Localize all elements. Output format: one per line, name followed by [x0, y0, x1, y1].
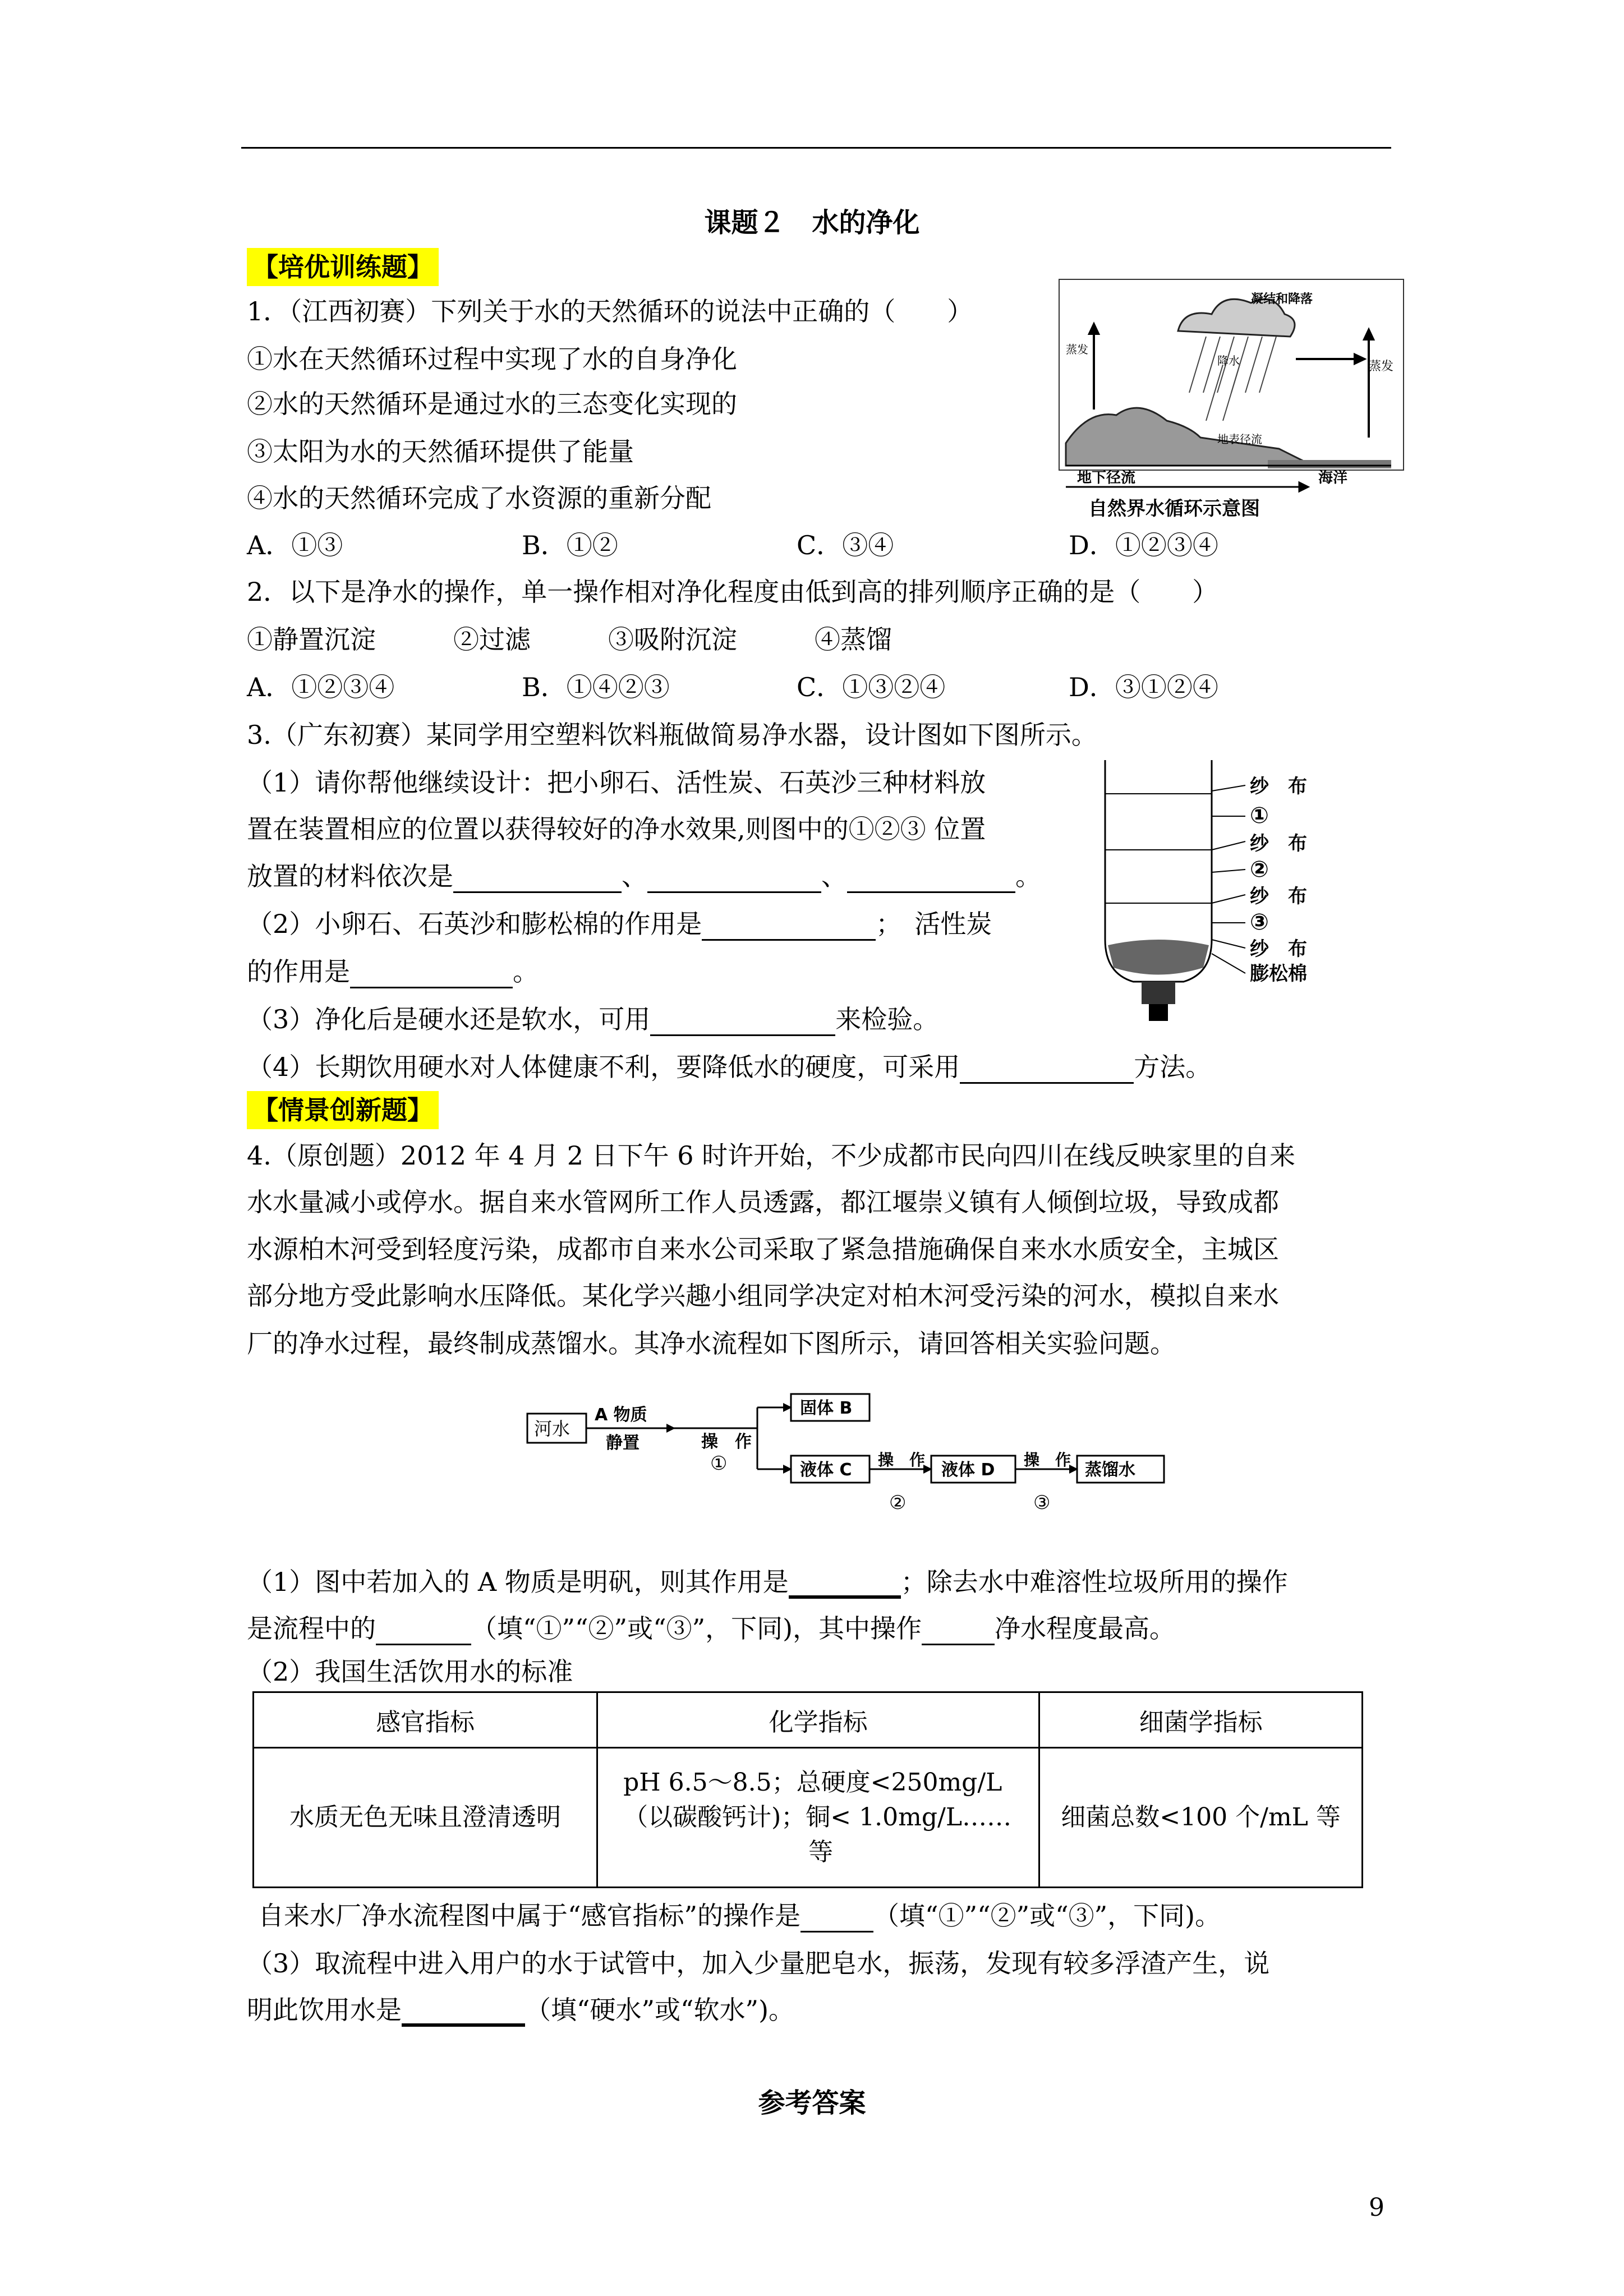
flow-solid-b: 固体 B: [800, 1398, 853, 1418]
filter-label-1: 纱 布: [1250, 775, 1307, 798]
table-cell-sensory: 水质无色无味且澄清透明: [254, 1748, 597, 1888]
fig-label-ground: 地下径流: [1077, 470, 1136, 486]
q3-blank-1[interactable]: [453, 864, 622, 893]
table-cell-chemical: [597, 1748, 1039, 1888]
q4-sub1-line1: [247, 1565, 1288, 1599]
flow-op2: 操 作: [878, 1451, 926, 1469]
q4-line-3: 水源柏木河受到轻度污染，成都市自来水公司采取了紧急措施确保自来水水质安全，主城区: [247, 1234, 1279, 1264]
answer-title: 参考答案: [758, 2087, 866, 2119]
flow-op2-num: ②: [889, 1492, 907, 1514]
fig-label-condense: 凝结和降落: [1251, 292, 1313, 306]
q1-option-d: D．①②③④: [1069, 530, 1218, 560]
table-header-chemical: 化学指标: [597, 1692, 1039, 1748]
fig-label-rain: 降水: [1217, 354, 1240, 367]
q4-s1b-end: 净水程度最高。: [995, 1613, 1176, 1644]
q4-line-5: 厂的净水过程，最终制成蒸馏水。其净水流程如下图所示，请回答相关实验问题。: [247, 1328, 1176, 1359]
q2-option-a: A．①②③④: [247, 672, 395, 702]
q3-p3-prefix: （3）净化后是硬水还是软水，可用: [247, 1004, 651, 1034]
q1-option-a: A．①③: [247, 530, 343, 560]
q3-blank-3[interactable]: [847, 864, 1015, 893]
q3-p3-end: 来检验。: [835, 1004, 939, 1034]
q4-blank-4[interactable]: [801, 1904, 873, 1932]
q3-part2-line2: [247, 955, 539, 988]
filter-bottle-figure: [1099, 760, 1363, 1029]
q2-stem: 2．以下是净水的操作，单一操作相对净化程度由低到高的排列顺序正确的是（ ）: [247, 577, 1218, 607]
section-innovation: 【情景创新题】: [247, 1091, 439, 1129]
q3-p2-mid: ； 活性炭: [876, 909, 992, 939]
flow-op1-num: ①: [710, 1452, 728, 1475]
fig-label-evap-left: 蒸发: [1066, 343, 1088, 356]
q4-blank-3[interactable]: [922, 1617, 995, 1645]
page-number: 9: [1369, 2193, 1384, 2222]
chem-line-3: 等: [808, 1838, 834, 1866]
q1-item-2: ②水的天然循环是通过水的三态变化实现的: [247, 389, 737, 419]
header-rule: [241, 147, 1391, 149]
q1-option-b: B．①②: [522, 530, 618, 560]
water-standard-table: [252, 1691, 1363, 1888]
q4-s2b-end: （填“①”“②”或“③”，下同)。: [873, 1901, 1221, 1931]
q3-part2-line1: [247, 907, 992, 941]
q3-blank-2[interactable]: [647, 864, 821, 893]
flow-op1: 操 作: [701, 1432, 752, 1452]
q4-s1b-prefix: 是流程中的: [247, 1613, 376, 1644]
q4-s3b-end: （填“硬水”或“软水”)。: [525, 1995, 795, 2025]
filter-label-8: 膨松棉: [1250, 963, 1307, 985]
table-header-bacterial: 细菌学指标: [1039, 1692, 1363, 1748]
section-training: 【培优训练题】: [247, 248, 439, 286]
filter-label-6: ③: [1250, 909, 1269, 935]
q4-sub3-line2: [247, 1993, 794, 2027]
q4-sub3-line1: （3）取流程中进入用户的水于试管中，加入少量肥皂水，振荡，发现有较多浮渣产生，说: [247, 1948, 1270, 1978]
q1-stem: 1．（江西初赛）下列关于水的天然循环的说法中正确的（ ）: [247, 296, 973, 326]
q3-part4: [247, 1050, 1211, 1084]
flow-op3-num: ③: [1033, 1492, 1051, 1514]
flow-settle: 静置: [606, 1433, 640, 1453]
flow-liquid-c: 液体 C: [800, 1460, 852, 1480]
fig-caption: 自然界水循环示意图: [1088, 498, 1260, 520]
q4-blank-2[interactable]: [376, 1617, 471, 1645]
q1-item-3: ③太阳为水的天然循环提供了能量: [247, 436, 634, 467]
q1-option-c: C．③④: [797, 530, 894, 560]
q3-blank-5[interactable]: [350, 960, 513, 988]
q2-items: ①静置沉淀 ②过滤 ③吸附沉淀 ④蒸馏: [247, 624, 892, 655]
q3-p1-prefix: 放置的材料依次是: [247, 861, 453, 891]
chem-line-1: pH 6.5～8.5；总硬度<250mg/L: [623, 1768, 1002, 1797]
q4-line-1: 4.（原创题）2012 年 4 月 2 日下午 6 时许开始，不少成都市民向四川在线反映家里的自来: [247, 1140, 1296, 1171]
purification-flowchart: [522, 1380, 1195, 1543]
flow-river: 河水: [534, 1418, 571, 1439]
fig-label-evap-right: 蒸发: [1369, 360, 1394, 374]
table-header-sensory: 感官指标: [254, 1692, 597, 1748]
filter-label-2: ①: [1250, 803, 1269, 829]
filter-label-7: 纱 布: [1250, 938, 1307, 960]
flow-distilled: 蒸馏水: [1085, 1460, 1135, 1480]
flow-op3: 操 作: [1024, 1451, 1071, 1469]
page-title: 课题２ 水的净化: [704, 207, 920, 238]
q4-blank-5[interactable]: [402, 1996, 525, 2027]
chem-line-2: （以碳酸钙计)；铜< 1.0mg/L……: [623, 1803, 1012, 1832]
q4-blank-1[interactable]: [789, 1568, 901, 1599]
q3-stem: 3.（广东初赛）某同学用空塑料饮料瓶做简易净水器，设计图如下图所示。: [247, 720, 1097, 750]
q4-sub2-question: [258, 1899, 1221, 1932]
q3-sep-1: 、: [622, 861, 647, 891]
q3-blank-4[interactable]: [702, 912, 876, 941]
q2-option-c: C．①③②④: [797, 672, 946, 702]
q3-part3: [247, 1002, 938, 1036]
q3-end-1: 。: [1015, 861, 1041, 891]
flow-a-substance: A 物质: [595, 1405, 647, 1425]
q3-part1-line2: 置在装置相应的位置以获得较好的净水效果,则图中的①②③ 位置: [247, 814, 986, 844]
flow-liquid-d: 液体 D: [941, 1460, 995, 1480]
q4-s2b-prefix: 自来水厂净水流程图中属于“感官指标”的操作是: [258, 1901, 801, 1931]
table-cell-bacterial: 细菌总数<100 个/mL 等: [1039, 1748, 1363, 1888]
q3-part1-line3: [247, 859, 1041, 893]
filter-label-4: ②: [1250, 857, 1269, 882]
q4-s1b-mid: （填“①”“②”或“③”，下同)，其中操作: [471, 1613, 922, 1644]
q2-option-d: D．③①②④: [1069, 672, 1218, 702]
filter-label-3: 纱 布: [1250, 832, 1307, 855]
q4-sub1-line2: [247, 1612, 1175, 1645]
q3-p2b-end: 。: [513, 956, 539, 987]
q4-line-2: 水水量减小或停水。据自来水管网所工作人员透露，都江堰崇义镇有人倾倒垃圾，导致成都: [247, 1187, 1279, 1217]
q3-blank-7[interactable]: [960, 1055, 1134, 1084]
q2-option-b: B．①④②③: [522, 672, 670, 702]
filter-label-5: 纱 布: [1250, 885, 1307, 908]
q3-p2-prefix: （2）小卵石、石英沙和膨松棉的作用是: [247, 909, 702, 939]
q4-line-4: 部分地方受此影响水压降低。某化学兴趣小组同学决定对柏木河受污染的河水，模拟自来水: [247, 1281, 1279, 1311]
water-cycle-figure: [1055, 275, 1408, 522]
q3-p2b-prefix: 的作用是: [247, 956, 350, 987]
q3-sep-2: 、: [821, 861, 847, 891]
q4-sub2: （2）我国生活饮用水的标准: [247, 1657, 573, 1687]
q4-s1-end: ；除去水中难溶性垃圾所用的操作: [900, 1567, 1288, 1597]
q4-s1-prefix: （1）图中若加入的 A 物质是明矾，则其作用是: [247, 1567, 789, 1597]
fig-label-surface: 地表径流: [1217, 432, 1262, 446]
q3-part1-line1: （1）请你帮他继续设计：把小卵石、活性炭、石英沙三种材料放: [247, 767, 986, 798]
fig-label-ocean: 海洋: [1318, 470, 1348, 486]
q3-blank-6[interactable]: [650, 1007, 835, 1036]
q4-s3b-prefix: 明此饮用水是: [247, 1995, 402, 2025]
q3-p4-prefix: （4）长期饮用硬水对人体健康不利，要降低水的硬度，可采用: [247, 1052, 960, 1082]
q1-item-1: ①水在天然循环过程中实现了水的自身净化: [247, 344, 737, 374]
q3-p4-end: 方法。: [1134, 1052, 1212, 1082]
q1-item-4: ④水的天然循环完成了水资源的重新分配: [247, 483, 711, 513]
